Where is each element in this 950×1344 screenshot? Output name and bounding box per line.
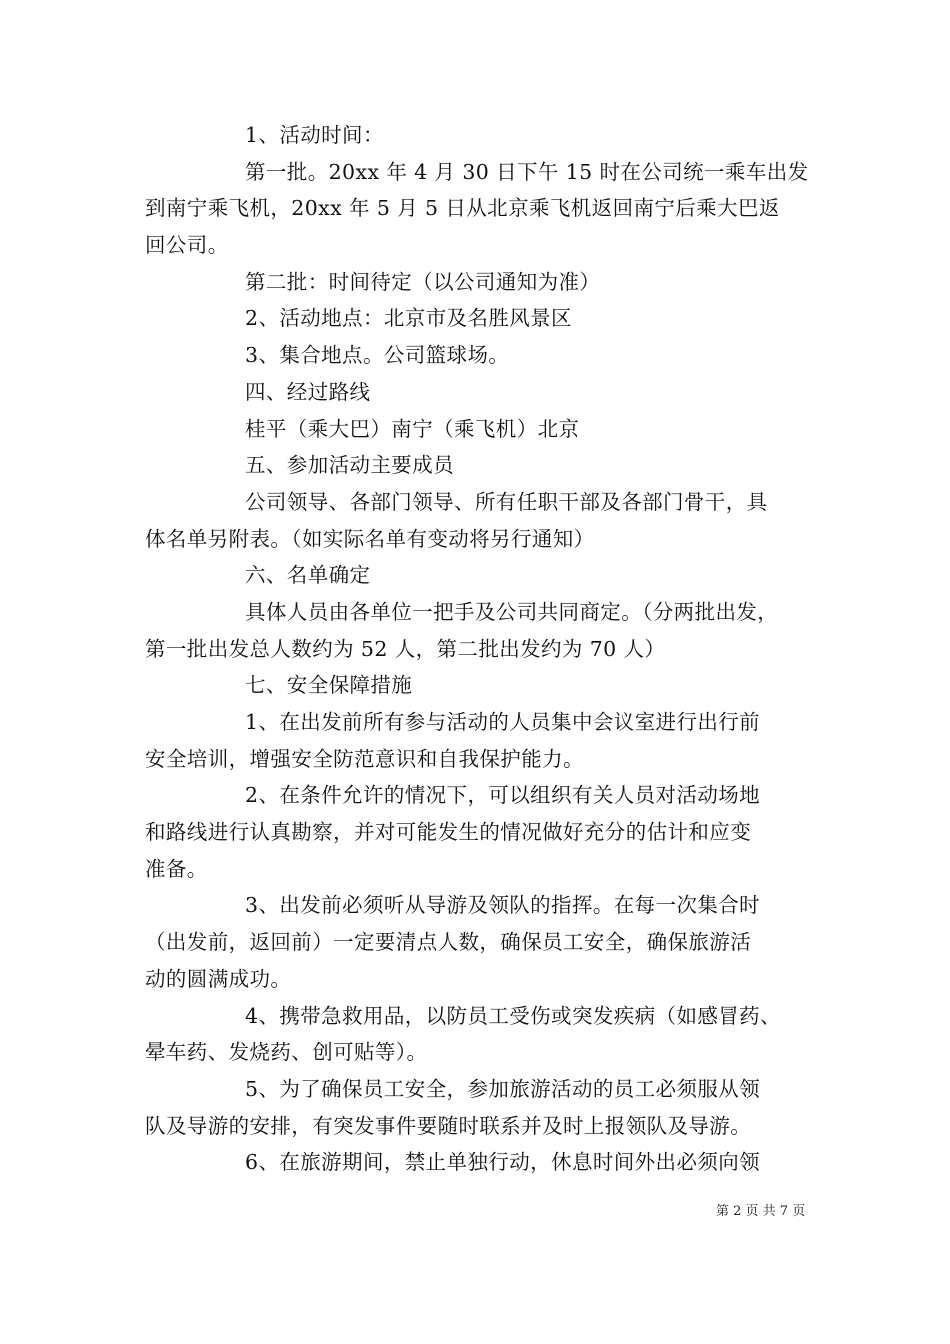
text-line: 桂平（乘大巴）南宁（乘飞机）北京 [245, 416, 580, 441]
text-line: 队及导游的安排，有突发事件要随时联系并及时上报领队及导游。 [145, 1113, 752, 1138]
text-line: 和路线进行认真勘察，并对可能发生的情况做好充分的估计和应变 [145, 820, 752, 845]
text-line: 2、在条件允许的情况下，可以组织有关人员对活动场地 [245, 783, 761, 808]
text-line: 5、为了确保员工安全，参加旅游活动的员工必须服从领 [245, 1076, 761, 1101]
text-line: 四、经过路线 [245, 379, 371, 404]
text-line: 六、名单确定 [245, 563, 371, 588]
text-line: 回公司。 [145, 233, 229, 258]
text-line: 晕车药、发烧药、创可贴等）。 [145, 1040, 428, 1065]
text-line: 2、活动地点：北京市及名胜风景区 [245, 306, 572, 331]
text-line: 准备。 [145, 856, 208, 881]
document-body [145, 117, 810, 1181]
text-line: 具体人员由各单位一把手及公司共同商定。（分两批出发， [245, 599, 779, 624]
text-line: （出发前，返回前）一定要清点人数，确保员工安全，确保旅游活 [145, 930, 752, 955]
text-line: 到南宁乘飞机，20xx 年 5 月 5 日从北京乘飞机返回南宁后乘大巴返 [145, 196, 780, 221]
text-line: 3、出发前必须听从导游及领队的指挥。在每一次集合时 [245, 893, 761, 918]
text-line: 公司领导、各部门领导、所有任职干部及各部门骨干，具 [245, 489, 768, 514]
text-line: 七、安全保障措施 [245, 673, 413, 698]
text-line: 五、参加活动主要成员 [245, 453, 454, 478]
text-line: 6、在旅游期间，禁止单独行动，休息时间外出必须向领 [245, 1150, 761, 1175]
text-line: 第二批：时间待定（以公司通知为准） [245, 269, 601, 294]
text-line: 安全培训，增强安全防范意识和自我保护能力。 [145, 746, 584, 771]
text-line: 1、活动时间： [245, 123, 384, 147]
text-line: 第一批。20xx 年 4 月 30 日下午 15 时在公司统一乘车出发 [245, 159, 809, 184]
text-line: 4、携带急救用品，以防员工受伤或突发疾病（如感冒药、 [245, 1003, 781, 1028]
text-line: 第一批出发总人数约为 52 人，第二批出发约为 70 人） [145, 636, 666, 661]
text-line: 1、在出发前所有参与活动的人员集中会议室进行出行前 [245, 710, 761, 734]
page-number-footer: 第 2 页 共 7 页 [716, 1204, 806, 1219]
text-line: 3、集合地点。公司篮球场。 [245, 343, 510, 368]
text-line: 体名单另附表。（如实际名单有变动将另行通知） [145, 526, 595, 551]
text-line: 动的圆满成功。 [145, 966, 292, 991]
